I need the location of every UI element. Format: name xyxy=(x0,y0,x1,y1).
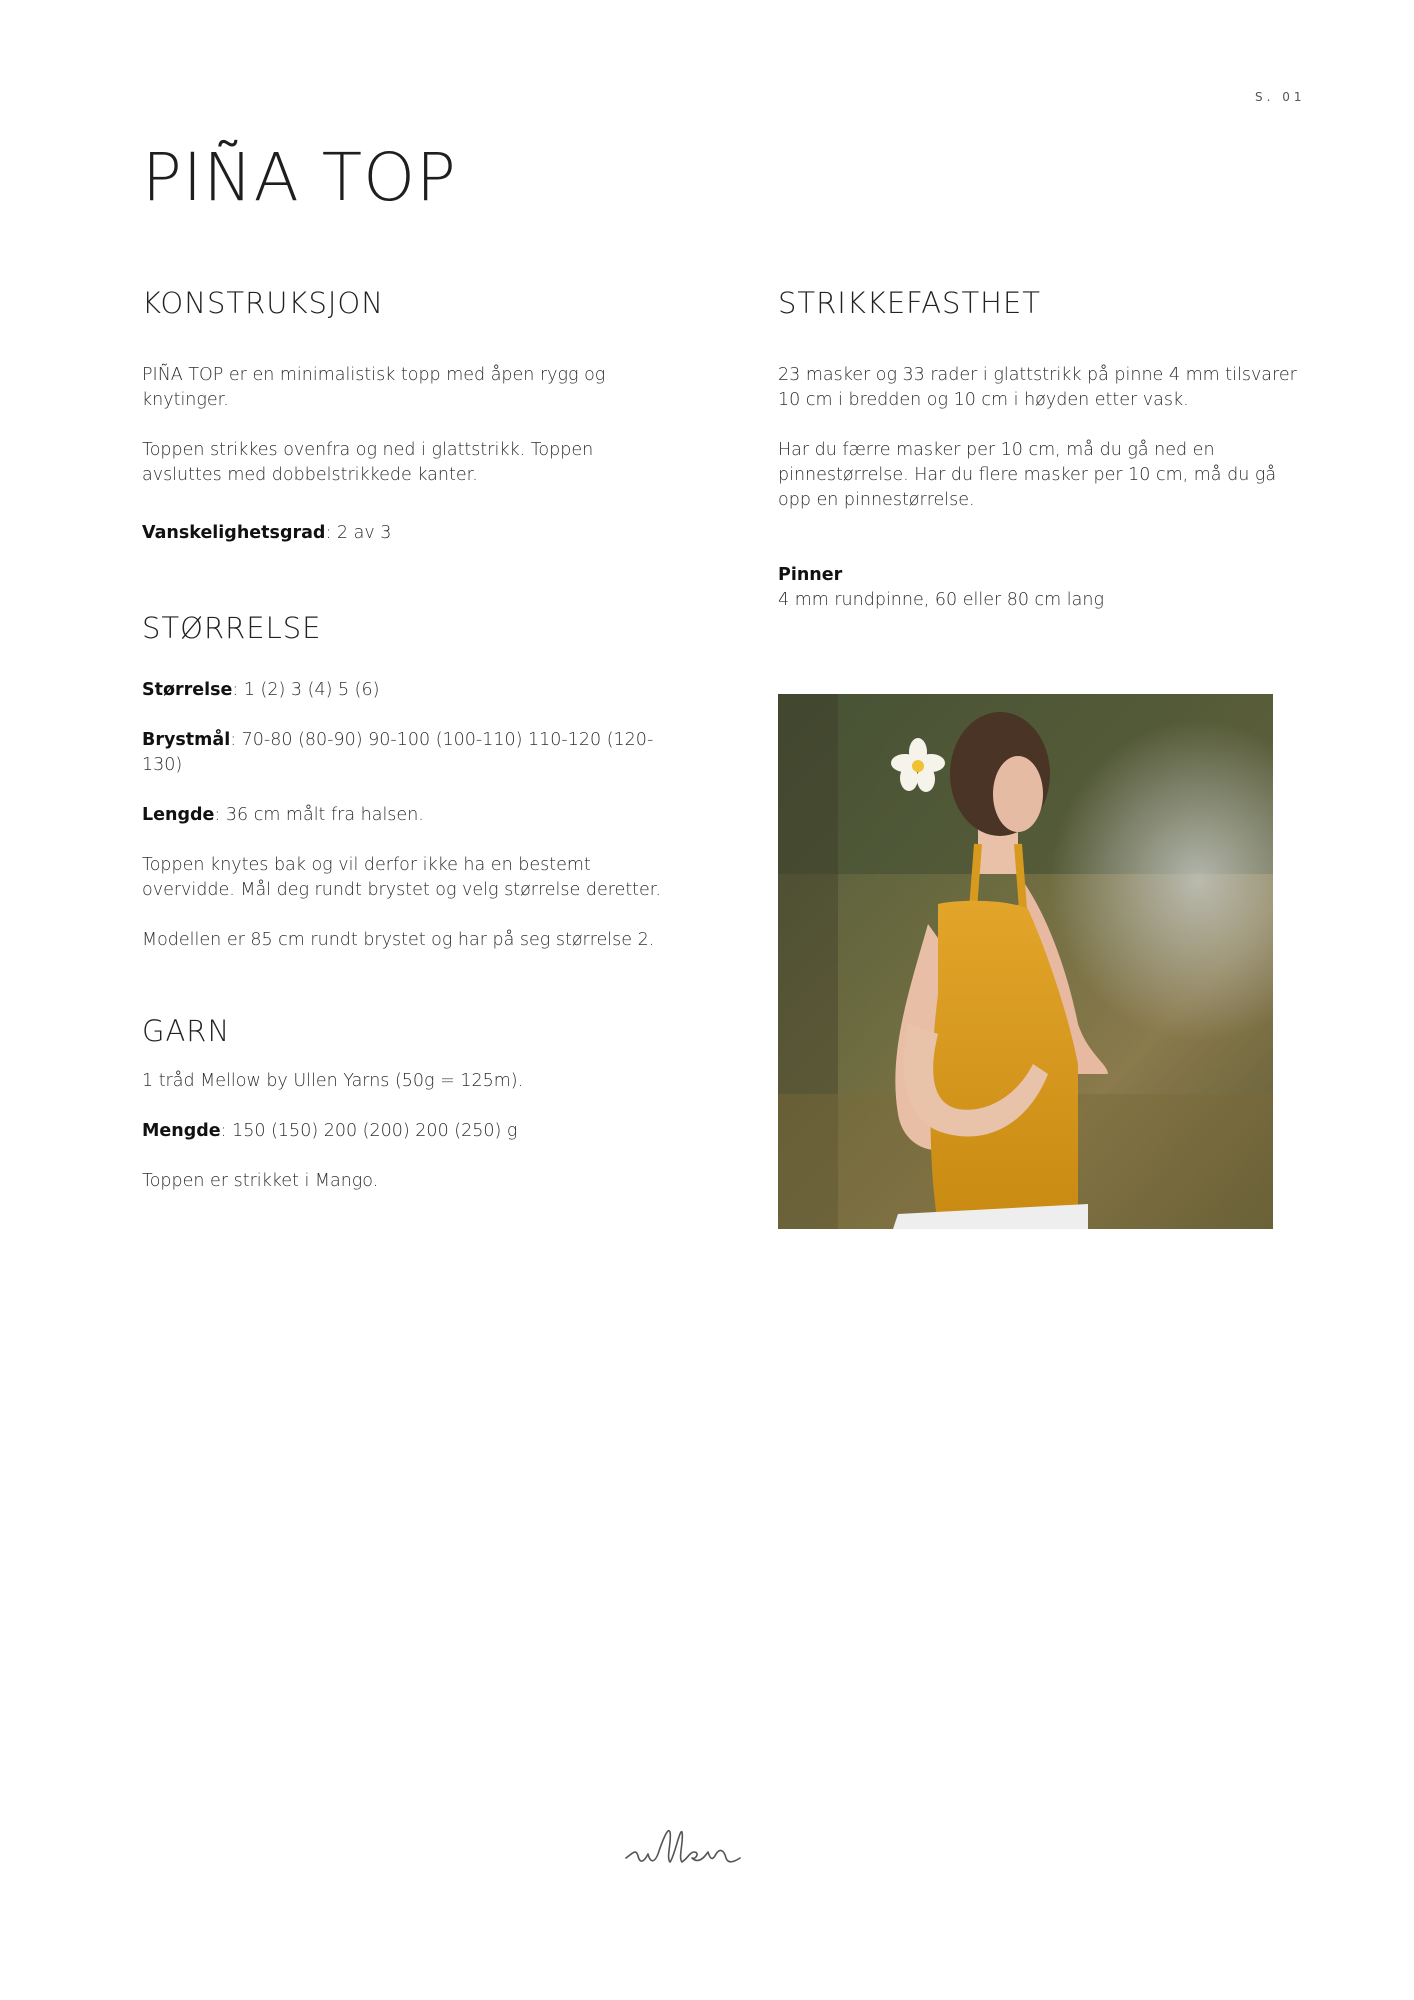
konstruksjon-heading: KONSTRUKSJON xyxy=(142,286,384,320)
storrelse-section xyxy=(142,610,662,953)
model-photo xyxy=(778,694,1273,1229)
strikkefasthet-section xyxy=(778,285,1298,613)
garn-section xyxy=(142,1013,662,1194)
fit-note: Toppen knytes bak og vil derfor ikke ha en bestemt overvidde. Mål deg rundt brystet og velg størrelse deretter. xyxy=(142,855,661,900)
chest-label: Brystmål xyxy=(142,730,231,750)
konstruksjon-method: Toppen strikkes ovenfra og ned i glattstrikk. Toppen avsluttes med dobbelstrikkede kanter. xyxy=(142,440,594,485)
ullen-logo xyxy=(622,1818,792,1878)
garn-heading: GARN xyxy=(142,1014,231,1048)
size-label: Størrelse xyxy=(142,680,233,700)
color-note: Toppen er strikket i Mango. xyxy=(142,1171,379,1191)
yarn-line: 1 tråd Mellow by Ullen Yarns (50g = 125m). xyxy=(142,1071,524,1091)
left-column xyxy=(142,285,662,1194)
strikkefasthet-heading: STRIKKEFASTHET xyxy=(778,286,1042,320)
size-value: : 1 (2) 3 (4) 5 (6) xyxy=(232,680,380,700)
storrelse-heading: STØRRELSE xyxy=(142,611,322,645)
length-label: Lengde xyxy=(142,805,215,825)
needles-value: 4 mm rundpinne, 60 eller 80 cm lang xyxy=(778,590,1104,610)
difficulty-value: : 2 av 3 xyxy=(325,523,392,543)
gauge-text: 23 masker og 33 rader i glattstrikk på pinne 4 mm tilsvarer 10 cm i bredden og 10 cm i høyden etter vask. xyxy=(778,365,1297,410)
gauge-adjust-text: Har du færre masker per 10 cm, må du gå ned en pinnestørrelse. Har du flere masker per 10 cm, må du gå opp en pinnestørrelse. xyxy=(778,440,1277,510)
needles-label xyxy=(778,563,1298,588)
right-column xyxy=(778,285,1298,613)
needles-label-text: Pinner xyxy=(778,565,843,585)
amount-label: Mengde xyxy=(142,1121,221,1141)
konstruksjon-intro: PIÑA TOP er en minimalistisk topp med åpen rygg og knytinger. xyxy=(142,365,606,410)
model-note: Modellen er 85 cm rundt brystet og har på seg størrelse 2. xyxy=(142,930,655,950)
chest-value: : 70-80 (80-90) 90-100 (100-110) 110-120 (120-130) xyxy=(142,730,654,775)
difficulty-label: Vanskelighetsgrad xyxy=(142,523,326,543)
page-title: PIÑA TOP xyxy=(142,139,457,216)
difficulty-line xyxy=(142,521,662,546)
length-value: : 36 cm målt fra halsen. xyxy=(214,805,424,825)
model-photo-icon xyxy=(778,694,1273,1229)
chest-line xyxy=(142,728,662,778)
konstruksjon-section xyxy=(142,285,662,546)
size-line xyxy=(142,678,662,703)
length-line xyxy=(142,803,662,828)
amount-line xyxy=(142,1119,662,1144)
amount-value: : 150 (150) 200 (200) 200 (250) g xyxy=(220,1121,518,1141)
page-number: S. 01 xyxy=(1255,90,1306,104)
